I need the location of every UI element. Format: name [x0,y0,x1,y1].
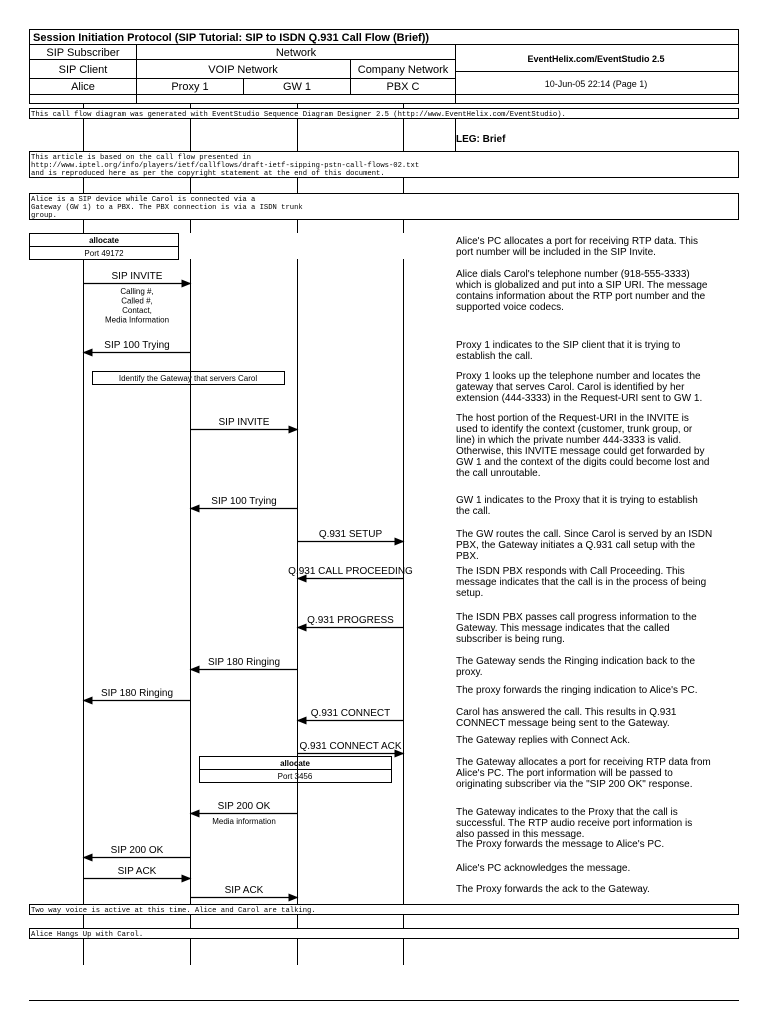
message-9 [298,708,404,721]
message-label-10: Q.931 CONNECT ACK [299,741,402,752]
subgroup-company-network: Company Network [357,64,449,76]
remark-line-5-1: the call. [456,506,491,517]
footer-note-voice: Two way voice is active at this time. Alice and Carol are talking. [31,907,316,915]
remark-10 [456,685,697,696]
remark-line-0-1: port number will be included in the SIP Invite. [456,247,656,258]
message-label-12: SIP 200 OK [110,845,164,856]
remark-line-5-0: GW 1 indicates to the Proxy that it is trying to establish [456,495,698,506]
group-network: Network [275,47,317,59]
message-label-0: SIP INVITE [111,271,163,282]
remark-line-14-1: successful. The RTP audio receive port information is [456,818,693,829]
footer-note-hangup: Alice Hangs Up with Carol. [31,931,144,939]
remark-line-8-2: subscriber is being rung. [456,634,565,645]
article-note-line-3: and is reproduced here as per the copyright statement at the end of this document. [31,170,385,178]
remark-13 [456,757,711,790]
message-8 [84,688,191,701]
remark-line-11-0: Carol has answered the call. This results in Q.931 [456,707,677,718]
message-param-0-0: Calling #, [120,287,154,296]
entity-gw-1: GW 1 [282,81,312,93]
remark-line-2-0: Proxy 1 indicates to the SIP client that it is trying to [456,340,681,351]
remark-line-15-0: The Proxy forwards the message to Alice's PC. [456,839,665,850]
remark-8 [456,612,697,645]
message-0 [84,271,191,325]
remark-1 [455,269,708,313]
remarks-column [455,236,712,895]
action-box-identify-gateway [93,372,285,385]
remark-line-13-1: Alice's PC. The port information will be passed to [456,768,673,779]
remark-2 [456,340,681,362]
remark-line-6-2: PBX. [456,551,479,562]
remark-15 [456,839,664,850]
group-sip-subscriber: SIP Subscriber [46,47,120,59]
generated-note: This call flow diagram was generated with EventStudio Sequence Diagram Designer 2.5 (http://www.EventHelix.com/EventStudio). [31,111,566,119]
remark-line-4-1: used to identify the context (customer, trunk group, or [456,424,693,435]
entity-proxy-1: Proxy 1 [171,81,209,93]
remark-line-10-0: The proxy forwards the ringing indication to Alice's PC. [456,685,698,696]
remark-line-13-2: originating subscriber via the "SIP 200 OK" response. [456,779,693,790]
remark-line-4-3: Otherwise, this INVITE message could get forwarded by [456,446,705,457]
remark-line-8-1: Gateway. This message indicates that the called [456,623,670,634]
remark-line-9-1: proxy. [456,667,483,678]
message-label-2: SIP INVITE [218,417,270,428]
remark-line-6-1: PBX, the Gateway initiates a Q.931 call setup with the [456,540,696,551]
message-3 [191,496,298,509]
entity-pbx-c: PBX C [386,81,420,93]
message-arrows [84,271,414,898]
remark-line-13-0: The Gateway allocates a port for receiving RTP data from [456,757,711,768]
remark-line-8-0: The ISDN PBX passes call progress information to the [456,612,697,623]
intro-note-line-1: Alice is a SIP device while Carol is connected via a [31,196,256,204]
message-label-14: SIP ACK [224,885,264,896]
remark-line-12-0: The Gateway replies with Connect Ack. [456,735,630,746]
message-label-11: SIP 200 OK [217,801,271,812]
message-4 [298,529,404,542]
remark-line-11-1: CONNECT message being sent to the Gateway. [456,718,670,729]
remark-line-3-0: Proxy 1 looks up the telephone number and locates the [456,371,701,382]
remark-line-7-1: message indicates that the call is in the process of being [456,577,707,588]
allocate-box-gw [200,757,392,783]
subgroup-voip-network: VOIP Network [208,64,278,76]
remark-line-7-0: The ISDN PBX responds with Call Proceeding. This [456,566,685,577]
remark-line-16-0: Alice's PC acknowledges the message. [456,863,631,874]
remark-12 [456,735,630,746]
article-note-line-2: http://www.iptel.org/info/players/ietf/callflows/draft-ietf-sipping-pstn-call-flows-02.txt [31,162,420,170]
allocate-box-alice [30,234,179,260]
message-label-7: SIP 180 Ringing [207,657,281,668]
subgroup-sip-client: SIP Client [58,64,108,76]
remark-5 [456,495,698,517]
message-label-4: Q.931 SETUP [318,529,383,540]
action-box-label: Identify the Gateway that servers Carol [118,374,258,383]
remark-line-1-3: supported voice codecs. [456,302,564,313]
intro-note-line-3: group. [31,212,57,220]
allocate-title-2: allocate [280,759,310,768]
diagram-title: Session Initiation Protocol (SIP Tutorial: SIP to ISDN Q.931 Call Flow (Brief)) [33,32,430,44]
message-param-0-2: Contact, [122,306,152,315]
intro-note-line-2: Gateway (GW 1) to a PBX. The PBX connection is via a ISDN trunk [31,204,303,212]
message-label-9: Q.931 CONNECT [310,708,391,719]
message-param-0-1: Called #, [121,296,153,306]
message-1 [84,340,191,353]
remark-17 [456,884,650,895]
allocate-title-1: allocate [89,236,119,245]
message-label-5: Q.931 CALL PROCEEDING [288,566,413,577]
date-label: 10-Jun-05 22:14 (Page 1) [544,79,648,89]
message-10 [298,741,404,754]
allocate-detail-2: Port 3456 [277,772,313,781]
message-2 [191,417,298,430]
message-13 [84,866,191,879]
message-5 [288,566,413,579]
remark-line-0-0: Alice's PC allocates a port for receiving RTP data. This [456,236,699,247]
remark-line-4-4: GW 1 and the context of the digits could become lost and [456,457,710,468]
message-7 [191,657,298,670]
remark-6 [456,529,712,562]
message-label-8: SIP 180 Ringing [100,688,174,699]
entity-alice: Alice [71,81,95,93]
remark-line-14-0: The Gateway indicates to the Proxy that the call is [456,807,678,818]
remark-0 [456,236,698,258]
remark-line-4-0: The host portion of the Request-URI in the INVITE is [456,413,689,424]
remark-4 [456,413,709,479]
message-6 [298,615,404,628]
remark-11 [456,707,677,729]
leg-label: LEG: Brief [456,134,506,145]
remark-line-4-2: line) in which the private number 444-3333 is valid. [456,435,682,446]
remark-3 [456,371,702,404]
remark-16 [456,863,630,874]
allocate-detail-1: Port 49172 [84,249,124,258]
message-label-6: Q.931 PROGRESS [307,615,394,626]
message-param-0-3: Media Information [104,315,170,325]
remark-line-3-1: gateway that serves Carol. Carol is identified by her [456,382,685,393]
remark-line-1-0: Alice dials Carol's telephone number (918-555-3333) [456,269,690,280]
message-label-1: SIP 100 Trying [104,340,170,351]
message-label-13: SIP ACK [117,866,157,877]
remark-line-3-2: extension (444-3333) in the Request-URI sent to GW 1. [456,393,703,404]
brand-label: EventHelix.com/EventStudio 2.5 [527,54,665,64]
remark-line-1-2: contains information about the RTP port number and the [456,291,706,302]
message-11 [191,801,298,826]
remark-line-4-5: the call unroutable. [456,468,541,479]
remark-line-9-0: The Gateway sends the Ringing indication back to the [456,656,696,667]
remark-14 [456,807,692,840]
message-param-11-0: Media information [212,817,276,826]
message-label-3: SIP 100 Trying [211,496,277,507]
remark-line-6-0: The GW routes the call. Since Carol is served by an ISDN [456,529,713,540]
remark-line-1-1: which is globalized and put into a SIP URI. The message [456,280,708,291]
message-14 [191,885,298,898]
remark-9 [456,656,695,678]
remark-line-14-2: also passed in this message. [456,829,585,840]
article-note-line-1: This article is based on the call flow presented in [31,154,251,162]
remark-line-17-0: The Proxy forwards the ack to the Gateway. [456,884,650,895]
remark-line-2-1: establish the call. [456,351,533,362]
remark-7 [456,566,706,599]
message-12 [84,845,191,858]
remark-line-7-2: setup. [456,588,484,599]
